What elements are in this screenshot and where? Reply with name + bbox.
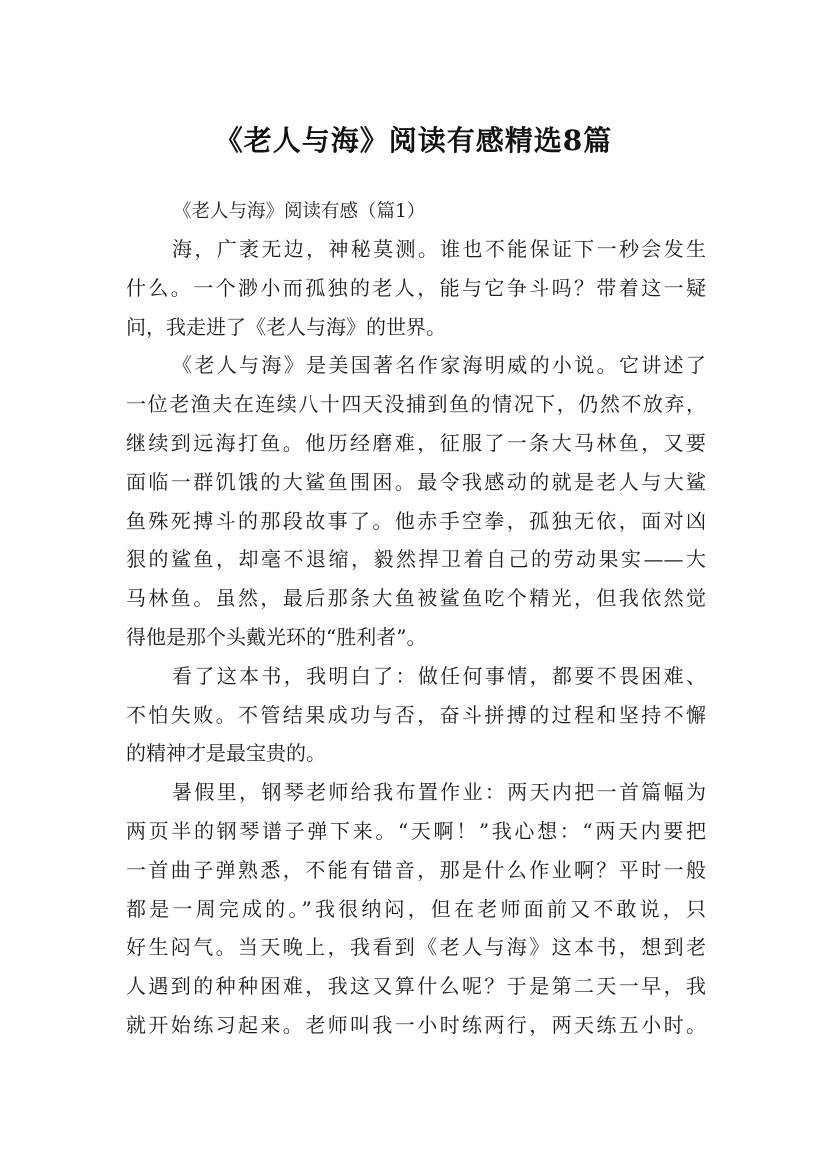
text-line: 得他是那个头戴光环的“胜利者”。	[126, 624, 427, 649]
paragraph-1	[126, 230, 706, 346]
text-line: 马林鱼。虽然，最后那条大鱼被鲨鱼吃个精光，但我依然觉	[126, 586, 706, 611]
section-heading: 《老人与海》阅读有感（篇1）	[173, 201, 426, 222]
text-line: 都是一周完成的。”我很纳闷，但在老师面前又不敢说，只	[126, 896, 706, 921]
paragraph-4	[126, 773, 706, 1045]
text-line: 《老人与海》是美国著名作家海明威的小说。它讲述了	[172, 353, 706, 378]
text-line: 看了这本书，我明白了：做任何事情，都要不畏困难、	[172, 663, 706, 688]
text-line: 一位老渔夫在连续八十四天没捕到鱼的情况下，仍然不放弃，	[126, 392, 706, 417]
text-line: 的精神才是最宝贵的。	[126, 741, 326, 766]
text-line: 就开始练习起来。老师叫我一小时练两行，两天练五小时。	[126, 1012, 706, 1037]
text-line: 暑假里，钢琴老师给我布置作业：两天内把一首篇幅为	[172, 780, 706, 805]
text-line: 狠的鲨鱼，却毫不退缩，毅然捍卫着自己的劳动果实——大	[126, 547, 706, 572]
text-line: 鱼殊死搏斗的那段故事了。他赤手空拳，孤独无依，面对凶	[126, 508, 706, 533]
paragraph-3	[126, 657, 706, 773]
text-line: 人遇到的种种困难，我这又算什么呢？于是第二天一早，我	[126, 974, 706, 999]
text-line: 一首曲子弹熟悉，不能有错音，那是什么作业啊？平时一般	[126, 857, 706, 882]
document-body	[126, 193, 706, 1045]
text-line: 海，广袤无边，神秘莫测。谁也不能保证下一秒会发生	[172, 237, 706, 261]
paragraph-2	[126, 346, 706, 656]
text-line: 两页半的钢琴谱子弹下来。“天啊！”我心想：“两天内要把	[126, 818, 706, 843]
text-line: 什么。一个渺小而孤独的老人，能与它争斗吗？带着这一疑	[126, 275, 706, 300]
document-title: 《老人与海》阅读有感精选8篇	[214, 123, 613, 157]
text-line: 继续到远海打鱼。他历经磨难，征服了一条大马林鱼，又要	[126, 430, 706, 455]
text-line: 面临一群饥饿的大鲨鱼围困。最令我感动的就是老人与大鲨	[126, 469, 706, 494]
text-line: 不怕失败。不管结果成功与否，奋斗拼搏的过程和坚持不懈	[126, 702, 706, 727]
text-line: 问，我走进了《老人与海》的世界。	[126, 314, 446, 339]
text-line: 好生闷气。当天晚上，我看到《老人与海》这本书，想到老	[126, 935, 706, 960]
